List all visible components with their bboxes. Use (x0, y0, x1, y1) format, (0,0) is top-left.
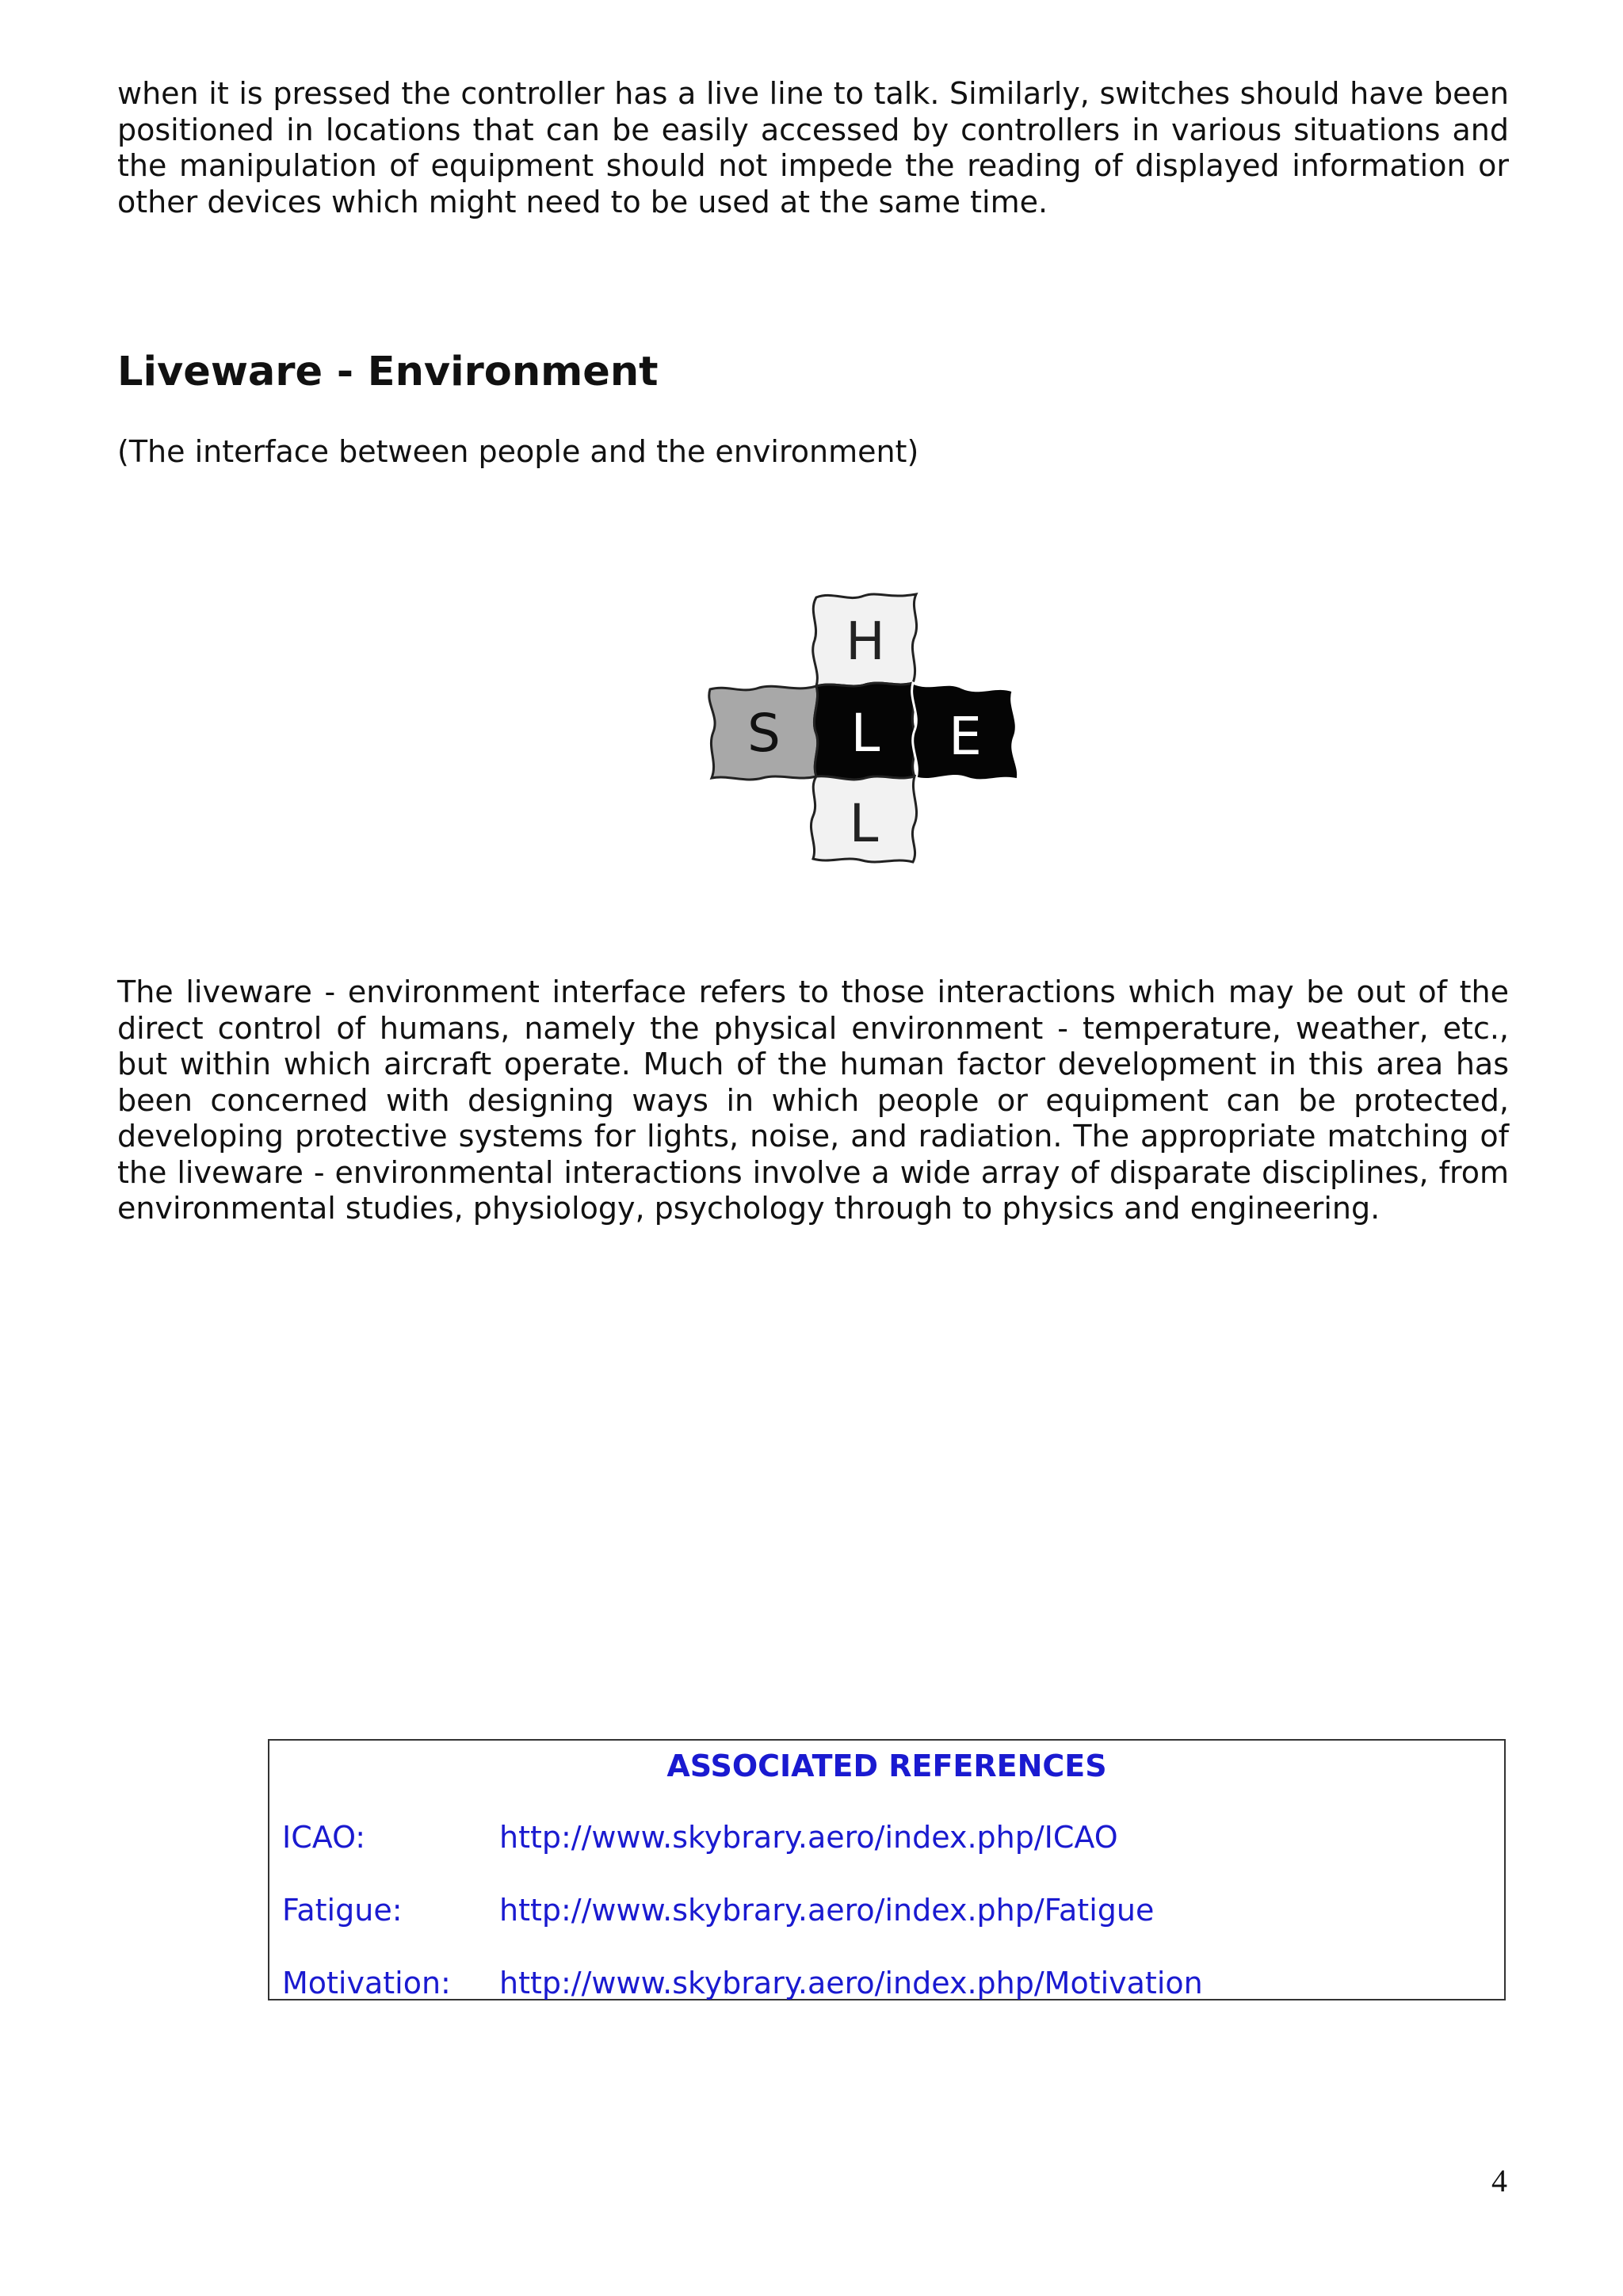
associated-references-box (268, 1739, 1506, 2000)
tile-liveware-center-letter: L (850, 703, 880, 764)
reference-label: ICAO: (282, 1820, 366, 1855)
paragraph-controls: when it is pressed the controller has a live line to talk. Similarly, switches should have been positioned in locations that can be easily accessed by controllers in various situations and the manipulation of equipment should not impede the reading of displayed information or other devices which might need to be used at the same time. (117, 76, 1509, 219)
tile-hardware-letter: H (846, 611, 885, 672)
references-title: ASSOCIATED REFERENCES (666, 1749, 1107, 1783)
section-heading: Liveware - Environment (117, 349, 659, 395)
reference-link-icao[interactable]: http://www.skybrary.aero/index.php/ICAO (499, 1820, 1118, 1855)
reference-link-motivation[interactable]: http://www.skybrary.aero/index.php/Motivation (499, 1966, 1203, 2000)
reference-label: Fatigue: (282, 1893, 403, 1928)
reference-link-fatigue[interactable]: http://www.skybrary.aero/index.php/Fatigue (499, 1893, 1155, 1928)
section-subtitle: (The interface between people and the environment) (117, 434, 919, 469)
tile-software-letter: S (747, 703, 781, 764)
tile-environment-letter: E (949, 706, 982, 767)
tile-liveware-bottom-letter: L (849, 793, 879, 854)
page-number: 4 (1491, 2163, 1507, 2199)
reference-label: Motivation: (282, 1966, 451, 2000)
paragraph-liveware-environment: The liveware - environment interface refers to those interactions which may be out of the direct control of humans, namely the physical environment - temperature, weather, etc., but within which aircraft operate. Much of the human factor development in this area has been concerned with designing ways in which people or equipment can be protected, developing protective systems for lights, noise, and radiation. The appropriate matching of the liveware - environmental interactions involve a wide array of disparate disciplines, from environmental studies, physiology, psychology through to physics and engineering. (117, 974, 1509, 1226)
shell-model-diagram (697, 583, 1030, 868)
